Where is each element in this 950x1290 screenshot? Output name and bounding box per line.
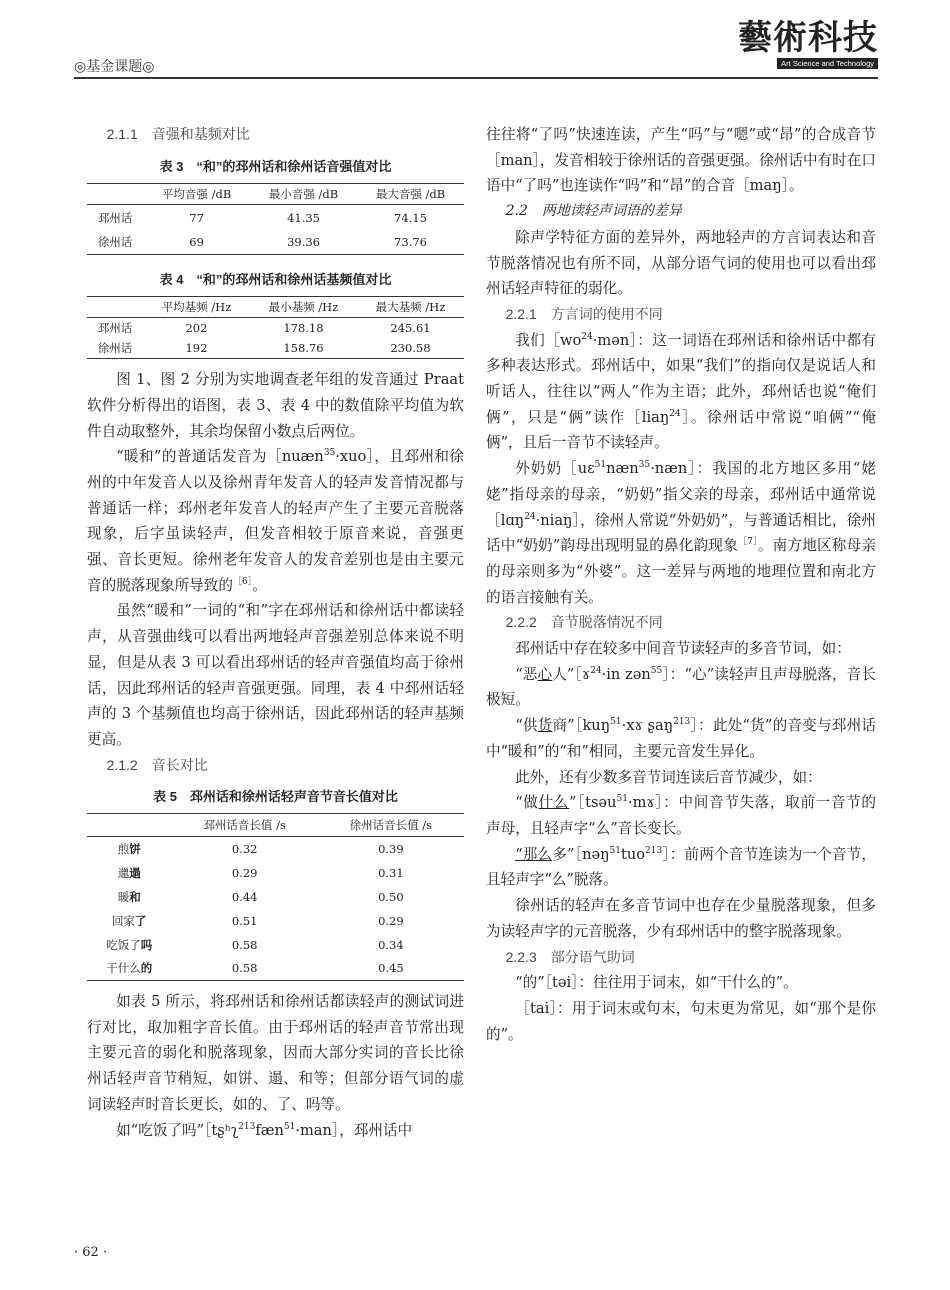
table-row bbox=[87, 205, 464, 230]
table4 bbox=[87, 296, 464, 359]
table4-header: 最小基频 /Hz bbox=[268, 300, 339, 315]
table-cell: 邳州话 bbox=[97, 321, 133, 336]
right-column bbox=[486, 122, 876, 1047]
citation: ［7］ bbox=[738, 537, 758, 548]
table-cell: 77 bbox=[189, 210, 204, 225]
paragraph: ［tai］：用于词末或句末，句末更为常见，如“那个是你的”。 bbox=[486, 999, 876, 1043]
table4-caption: 表 4 “和”的邳州话和徐州话基频值对比 bbox=[159, 272, 392, 288]
heading-2-1-1: 2.1.1 音强和基频对比 bbox=[106, 126, 250, 142]
table3-header: 最大音强 /dB bbox=[375, 187, 446, 202]
heading-2-2-2: 2.2.2 音节脱落情况不同 bbox=[505, 614, 663, 631]
table4-header: 平均基频 /Hz bbox=[161, 300, 232, 315]
page-number: · 62 · bbox=[74, 1245, 108, 1260]
table5-header: 徐州话音长值 /s bbox=[349, 818, 433, 833]
table-cell: 202 bbox=[185, 321, 208, 336]
paragraph: 往往将“了吗”快速连读，产生“吗”与“嗯”或“昂”的合成音节［man］，发音相较于徐州话的音强更强。徐州话中有时在口语中“了吗”也连读作“吗”和“昂”的合音［maŋ］。 bbox=[486, 126, 876, 195]
logo-title: 藝術科技 bbox=[738, 18, 878, 58]
table-cell: 徐州话 bbox=[97, 235, 133, 250]
table-row bbox=[87, 318, 464, 339]
paragraph: “的”［təi］：往往用于词末，如“干什么的”。 bbox=[515, 974, 798, 992]
table-cell: 41.35 bbox=[287, 210, 321, 225]
table-cell: 178.18 bbox=[283, 321, 324, 336]
table-cell: 邳州话 bbox=[97, 210, 133, 225]
table-cell: 73.76 bbox=[394, 235, 427, 250]
paragraph: 徐州话的轻声在多音节词中也存在少量脱落现象，但多为读轻声字的元音脱落，少有邳州话中的整字脱落现象。 bbox=[486, 897, 876, 940]
table-row: 邋遢 0.29 0.31 bbox=[117, 865, 404, 880]
table-cell: 245.61 bbox=[390, 321, 431, 336]
paragraph: “暖和”的普通话发音为［nuæn$^{35}$·xuo］，且邳州和徐州的中年发音人以及徐州青年发音人的轻声发音情况都与普通话一样；邳州老年发音人的轻声产生了主要元音脱落现象，后字虽读轻声，但发音相较于原音来说，音强更强、音长更短。徐州老年发音人的发音差别也是由主要元音的脱落现象所导致的$^{[6]}$。 bbox=[87, 448, 464, 594]
heading-2-2-3: 2.2.3 部分语气助词 bbox=[505, 948, 635, 965]
table-row: 回家了 0.51 0.29 bbox=[112, 913, 404, 928]
section-label: ◎基金课题◎ bbox=[74, 58, 155, 74]
paragraph: 如表 5 所示，将邳州话和徐州话都读轻声的测试词进行对比，取加粗字音长值。由于邳州话的轻声音节常出现主要元音的弱化和脱落现象，因而大部分实词的音长比徐州话轻声音节稍短，如饼、遢、和等；但部分语气词的虚词读轻声时音长更长，如的、了、吗等。 bbox=[87, 993, 464, 1113]
left-column bbox=[87, 122, 464, 1143]
table-row: 吃饭了吗 0.58 0.34 bbox=[106, 937, 404, 952]
heading-2-1-2: 2.1.2 音长对比 bbox=[106, 756, 208, 773]
table-cell: 230.58 bbox=[390, 341, 431, 356]
table4-header bbox=[87, 297, 143, 318]
citation: ［6］ bbox=[232, 576, 253, 587]
table3-header: 平均音强 /dB bbox=[161, 187, 232, 202]
paragraph: 邳州话中存在较多中间音节读轻声的多音节词，如： bbox=[515, 640, 851, 658]
paragraph: “做什么”［tsəu$^{51}$·mɤ］：中间音节失落，取前一音节的声母，且轻声字“么”音长变长。 bbox=[486, 794, 876, 837]
table-row bbox=[87, 338, 464, 359]
logo-tagline: Art Science and Technology bbox=[777, 58, 878, 69]
paragraph: 此外，还有少数多音节词连读后音节减少，如： bbox=[515, 768, 822, 786]
table-cell: 39.36 bbox=[287, 235, 321, 250]
table-cell: 74.15 bbox=[394, 210, 427, 225]
paragraph: 如“吃饭了吗”［tʂʰʅ$^{213}$fæn$^{51}$·man］，邳州话中 bbox=[116, 1121, 413, 1139]
table3-header: 最小音强 /dB bbox=[268, 187, 339, 202]
header-rule bbox=[74, 77, 878, 79]
table3-header bbox=[87, 184, 143, 205]
table-cell: 192 bbox=[185, 341, 208, 356]
page-header bbox=[74, 20, 878, 80]
table3 bbox=[87, 183, 464, 255]
heading-2-2: 2.2 两地读轻声词语的差异 bbox=[505, 203, 682, 220]
paragraph: 我们$[wo^{24}\cdot mən]$：这一词语在邳州话和徐州话中都有多种表达形式。邳州话中，如果“我们”的指向仅是说话人和听话人，往往以“两人”作为主语；此外，邳州话也说“俺们俩”，只是“俩”读作［liaŋ$^{24}$］。徐州话中常说“咱俩”“俺俩”，且后一音节不读轻声。 bbox=[486, 331, 876, 452]
table-row: 煎饼 0.32 0.39 bbox=[117, 841, 404, 856]
table5-header bbox=[87, 814, 172, 837]
table5-caption: 表 5 邳州话和徐州话轻声音节音长值对比 bbox=[153, 789, 398, 805]
heading-2-2-1: 2.2.1 方言词的使用不同 bbox=[505, 305, 663, 322]
table-row: 干什么的 0.58 0.45 bbox=[87, 957, 464, 981]
paragraph: 虽然“暖和”一词的“和”字在邳州话和徐州话中都读轻声，从音强曲线可以看出两地轻声音强差别总体来说不明显，但是从表 3 可以看出邳州话的轻声音强值均高于徐州话，因此邳州话的轻声音强更强。同理，表 4 中邳州话轻声的 3 个基频值也均高于徐州话，因此邳州话的轻声基频更高。 bbox=[87, 602, 464, 748]
table-cell: 69 bbox=[189, 235, 204, 250]
paragraph: 外奶奶［uɛ$^{51}$næn$^{35}$·næn］：我国的北方地区多用“姥姥”指母亲的母亲，“奶奶”指父亲的母亲，邳州话中通常说［lɑŋ$^{24}$·niaŋ］，徐州人常说“外奶奶”，与普通话相比，徐州话中“奶奶”韵母出现明显的鼻化韵现象$^{[7]}$。南方地区称母亲的母亲则多为“外婆”。这一差异与两地的地理位置和南北方的语言接触有关。 bbox=[486, 460, 876, 606]
table-row: 暖和 0.44 0.50 bbox=[117, 889, 404, 904]
table4-header: 最大基频 /Hz bbox=[375, 300, 446, 315]
paragraph: 除声学特征方面的差异外，两地轻声的方言词表达和音节脱落情况也有所不同，从部分语气词的使用也可以看出邳州话轻声特征的弱化。 bbox=[486, 228, 876, 298]
paragraph: 图 1、图 2 分别为实地调查老年组的发音通过 Praat 软件分析得出的语图，表 3、表 4 中的数值除平均值为软件自动取整外，其余均保留小数点后两位。 bbox=[87, 371, 464, 440]
paragraph: “供货商”［kuŋ$^{51}$·xɤ ʂaŋ$^{213}$］：此处“货”的音变与邳州话中“暖和”的“和”相同，主要元音发生异化。 bbox=[486, 717, 876, 760]
table-row bbox=[87, 230, 464, 255]
paragraph: “恶心人”［ɤ$^{24}$·in zən$^{55}$］：“心”读轻声且声母脱落，音长极短。 bbox=[486, 665, 876, 709]
table5-header: 邳州话音长值 /s bbox=[203, 818, 286, 833]
table5 bbox=[87, 813, 464, 981]
paragraph: “那么多”［nəŋ$^{51}$tuo$^{213}$］：前两个音节连读为一个音节，且轻声字“么”脱落。 bbox=[486, 845, 876, 889]
table3-caption: 表 3 “和”的邳州话和徐州话音强值对比 bbox=[159, 158, 392, 174]
table-cell: 158.76 bbox=[283, 341, 324, 356]
table-cell: 徐州话 bbox=[97, 341, 133, 356]
journal-logo bbox=[738, 20, 878, 72]
